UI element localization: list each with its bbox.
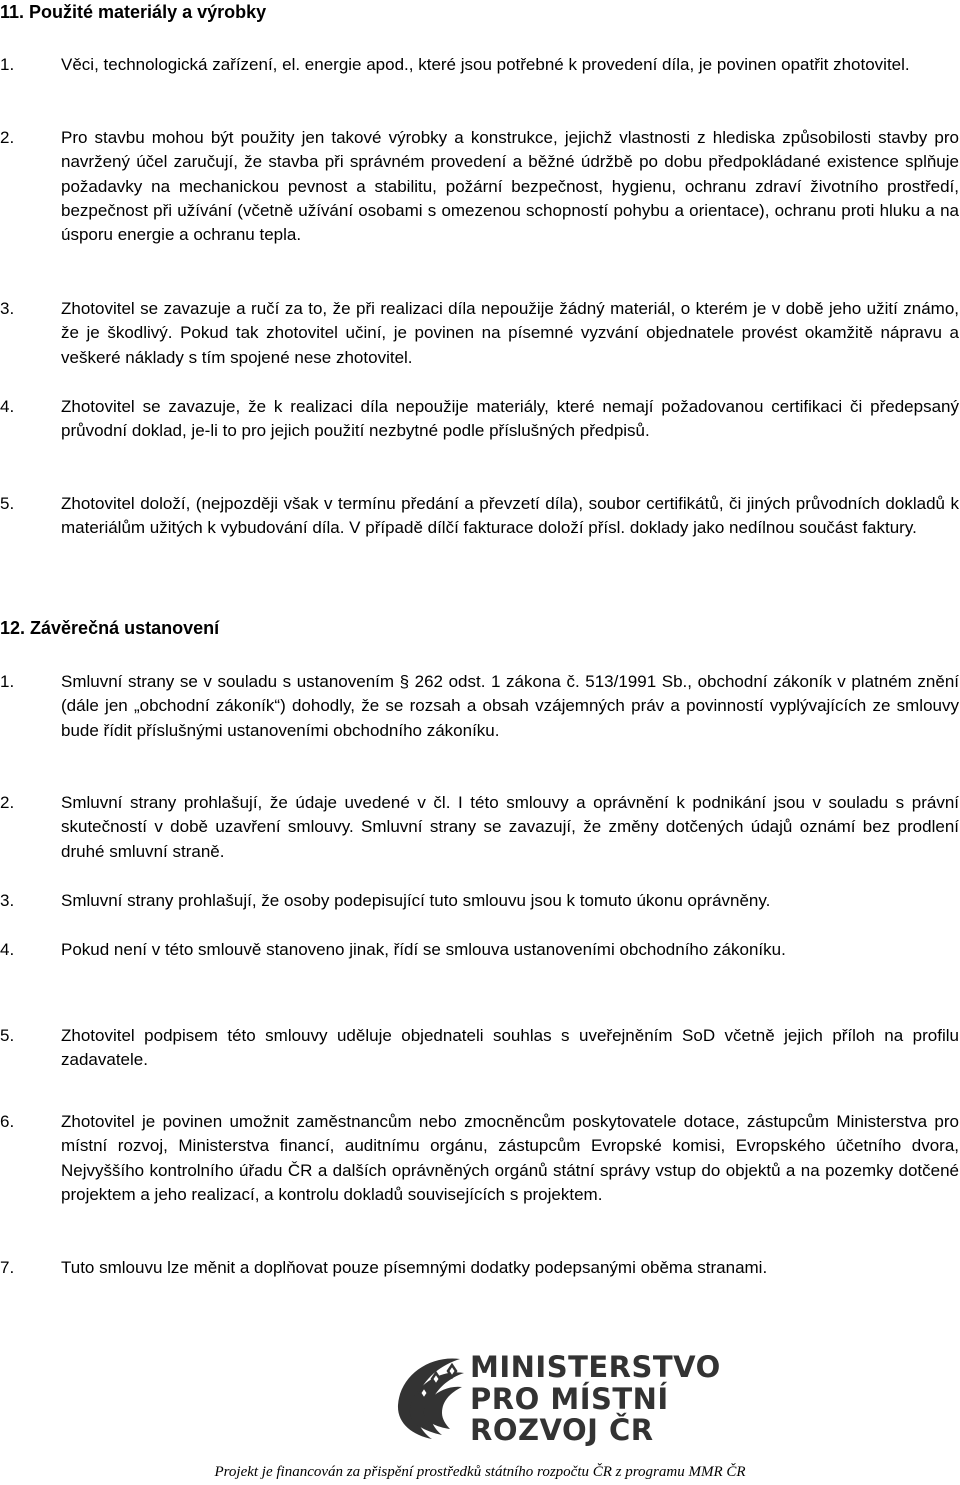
section-12-item-6 xyxy=(0,1110,960,1207)
item-number: 6. xyxy=(0,1112,15,1131)
logo-line-1: MINISTERSTVO xyxy=(470,1350,721,1384)
item-text: Zhotovitel doloží, (nejpozději však v termínu předání a převzetí díla), soubor certifikátů, či jiných průvodních dokladů k materiálům užitých k vybudování díla. V případě dílčí fakturace doloží přísl. doklady jako nedílnou součást faktury. xyxy=(61,494,959,538)
item-text: Věci, technologická zařízení, el. energie apod., které jsou potřebné k provedení díla, je povinen opatřit zhotovitel. xyxy=(61,55,910,74)
item-text: Smluvní strany prohlašují, že údaje uvedené v čl. I této smlouvy a oprávnění k podnikání jsou v souladu s právní skutečností v době uzavření smlouvy. Smluvní strany se zavazují, že změny dotčených údajů oznámí bez prodlení druhé smluvní straně. xyxy=(61,793,959,861)
item-number: 1. xyxy=(0,55,15,74)
item-number: 5. xyxy=(0,494,15,513)
footer-funding-note: Projekt je financován za přispění prostředků státního rozpočtu ČR z programu MMR ČR xyxy=(214,1464,746,1480)
item-number: 2. xyxy=(0,128,15,147)
item-number: 3. xyxy=(0,891,15,910)
section-12-item-2 xyxy=(0,791,960,864)
section-11-item-4 xyxy=(0,395,960,444)
item-text: Zhotovitel podpisem této smlouvy uděluje objednateli souhlas s uveřejněním SoD včetně jejich příloh na profilu zadavatele. xyxy=(61,1026,959,1070)
section-12-item-4 xyxy=(0,938,960,962)
logo-line-3: ROZVOJ ČR xyxy=(470,1413,654,1447)
section-12-item-3 xyxy=(0,889,960,913)
section-12-item-7 xyxy=(0,1256,960,1280)
item-text: Zhotovitel se zavazuje, že k realizaci díla nepoužije materiály, které nemají požadovanou certifikaci či předepsaný průvodní doklad, je-li to pro jejich použití nezbytné podle příslušných předpisů. xyxy=(61,397,959,441)
section-11-item-1 xyxy=(0,53,960,77)
section-11-item-5 xyxy=(0,492,960,541)
section-12-heading: 12. Závěrečná ustanovení xyxy=(0,618,220,638)
item-number: 1. xyxy=(0,672,15,691)
section-11-item-2 xyxy=(0,126,960,247)
item-number: 3. xyxy=(0,299,15,318)
item-text: Smluvní strany prohlašují, že osoby podepisující tuto smlouvu jsou k tomuto úkonu oprávněny. xyxy=(61,891,771,910)
section-12-item-5 xyxy=(0,1024,960,1073)
item-text: Smluvní strany se v souladu s ustanovením § 262 odst. 1 zákona č. 513/1991 Sb., obchodní zákoník v platném znění (dále jen „obchodní zákoník“) dohodly, že se rozsah a obsah vzájemných práv a povinností vyplývajících ze smlouvy bude řídit příslušnými ustanoveními obchodního zákoníku. xyxy=(61,672,959,740)
item-text: Zhotovitel je povinen umožnit zaměstnancům nebo zmocněncům poskytovatele dotace, zástupcům Ministerstva pro místní rozvoj, Ministerstva financí, auditnímu orgánu, zástupcům Evropské komisi, Evropského účetního dvora, Nejvyššího kontrolního úřadu ČR a dalších oprávněných orgánů státní správy vstup do objektů a na pozemky dotčené projektem a jeho realizací, a kontrolu dokladů souvisejících s projektem. xyxy=(61,1112,959,1204)
item-text: Pro stavbu mohou být použity jen takové výrobky a konstrukce, jejichž vlastnosti z hlediska způsobilosti stavby pro navržený účel zaručují, že stavba při správném provedení a běžné údržbě po dobu předpokládané existence splňuje požadavky na mechanickou pevnost a stabilitu, požární bezpečnost, hygienu, ochranu zdraví životního prostředí, bezpečnost při užívání (včetně užívání osobami s omezenou schopností pohybu a orientace), ochranu proti hluku a na úsporu energie a ochranu tepla. xyxy=(61,128,959,245)
item-number: 4. xyxy=(0,940,15,959)
item-number: 7. xyxy=(0,1258,15,1277)
section-11-heading: 11. Použité materiály a výrobky xyxy=(0,2,267,22)
item-number: 5. xyxy=(0,1026,15,1045)
logo-line-2: PRO MÍSTNÍ xyxy=(470,1381,669,1416)
section-11-item-3 xyxy=(0,297,960,370)
section-12-item-1 xyxy=(0,670,960,743)
item-text: Zhotovitel se zavazuje a ručí za to, že při realizaci díla nepoužije žádný materiál, o kterém je v době jeho užití známo, že je škodlivý. Pokud tak zhotovitel učiní, je povinen na písemné vyzvání objednatele provést okamžitě nápravu a veškeré náklady s tím spojené nese zhotovitel. xyxy=(61,299,959,367)
item-number: 4. xyxy=(0,397,15,416)
ministry-logo-text xyxy=(470,1352,721,1447)
item-number: 2. xyxy=(0,793,15,812)
item-text: Pokud není v této smlouvě stanoveno jinak, řídí se smlouva ustanoveními obchodního zákoníku. xyxy=(61,940,786,959)
item-text: Tuto smlouvu lze měnit a doplňovat pouze písemnými dodatky podepsanými oběma stranami. xyxy=(61,1258,768,1277)
